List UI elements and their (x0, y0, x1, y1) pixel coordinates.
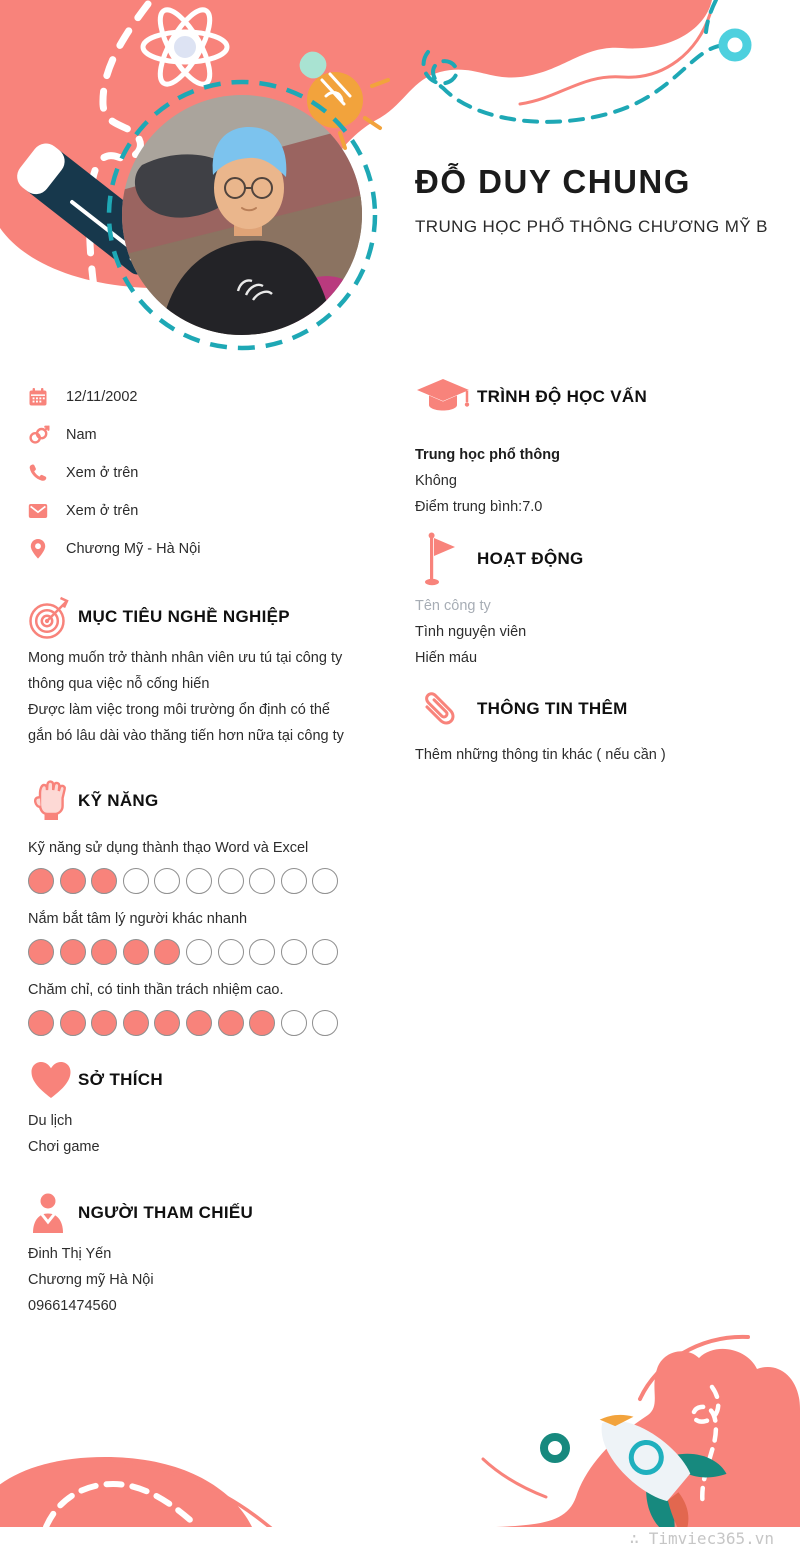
activity-company-placeholder: Tên công ty (415, 598, 491, 614)
watermark: ∴ Timviec365.vn (0, 1527, 800, 1557)
graduation-cap-icon (415, 376, 477, 418)
skill-dot (154, 868, 180, 894)
skill-dot (186, 939, 212, 965)
info-row-address (28, 530, 360, 568)
skill-dot (281, 868, 307, 894)
location-icon (28, 538, 50, 560)
candidate-subtitle: TRUNG HỌC PHỔ THÔNG CHƯƠNG MỸ B (415, 217, 768, 236)
address-value: Chương Mỹ - Hà Nội (66, 541, 201, 557)
skill-label: Chăm chỉ, có tinh thần trách nhiệm cao. (28, 982, 284, 998)
education-school: Trung học phổ thông (415, 447, 560, 463)
skill-level-dots (28, 1010, 360, 1036)
activity-section (415, 537, 790, 671)
skill-dot (312, 1010, 338, 1036)
donut-icon (723, 33, 747, 57)
flag-icon (415, 532, 477, 586)
skill-item (28, 908, 360, 965)
footer-decoration (0, 1327, 800, 1527)
skill-dot (28, 1010, 54, 1036)
hobbies-title: SỞ THÍCH (78, 1070, 163, 1089)
skill-item (28, 979, 360, 1036)
info-row-gender (28, 416, 360, 454)
header-name-block (415, 163, 795, 237)
skill-dot (60, 868, 86, 894)
skills-section (28, 779, 360, 1036)
heart-icon (28, 1059, 78, 1101)
skill-level-dots (28, 868, 360, 894)
birthday-value: 12/11/2002 (66, 389, 138, 405)
skill-level-dots (28, 939, 360, 965)
objective-title: MỤC TIÊU NGHỀ NGHIỆP (78, 607, 290, 626)
skill-dot (218, 868, 244, 894)
info-row-email (28, 492, 360, 530)
skill-dot (123, 1010, 149, 1036)
hobby-item: Du lịch (28, 1113, 73, 1129)
hobby-item: Chơi game (28, 1139, 100, 1155)
target-icon (28, 594, 78, 640)
email-value: Xem ở trên (66, 503, 139, 519)
gender-value: Nam (66, 427, 97, 443)
teal-donut-icon (544, 1437, 566, 1459)
objective-text-line: Mong muốn trở thành nhân viên ưu tú tại công ty thông qua việc nỗ cống hiến (28, 650, 343, 692)
portrait-illustration (122, 95, 362, 335)
skill-dot (123, 939, 149, 965)
skill-dot (60, 939, 86, 965)
activity-title: HOẠT ĐỘNG (477, 549, 584, 568)
person-icon (28, 1191, 78, 1235)
skill-dot (91, 1010, 117, 1036)
activity-item: Hiến máu (415, 650, 478, 666)
activity-item: Tình nguyện viên (415, 624, 527, 640)
gender-icon (28, 425, 50, 445)
skill-dot (218, 939, 244, 965)
hobbies-section (28, 1058, 360, 1160)
phone-value: Xem ở trên (66, 465, 139, 481)
paperclip-icon (415, 685, 477, 733)
info-row-birthday (28, 378, 360, 416)
more-info-title: THÔNG TIN THÊM (477, 699, 628, 718)
skill-label: Nắm bắt tâm lý người khác nhanh (28, 911, 248, 927)
skill-dot (186, 1010, 212, 1036)
skill-dot (28, 868, 54, 894)
skill-dot (154, 1010, 180, 1036)
more-info-section (415, 687, 790, 763)
right-arc-left (483, 1459, 546, 1497)
candidate-name: ĐỖ DUY CHUNG (415, 163, 691, 200)
skills-title: KỸ NĂNG (78, 791, 159, 810)
skill-dot (312, 868, 338, 894)
skill-dot (60, 1010, 86, 1036)
fist-icon (28, 778, 78, 824)
skill-dot (312, 939, 338, 965)
reference-section (28, 1191, 360, 1319)
skill-dot (91, 868, 117, 894)
more-info-text: Thêm những thông tin khác ( nếu cần ) (415, 747, 666, 763)
skill-dot (281, 1010, 307, 1036)
skill-label: Kỹ năng sử dụng thành thạo Word và Excel (28, 840, 309, 856)
info-row-phone (28, 454, 360, 492)
personal-info-section (28, 378, 360, 568)
skill-dot (249, 868, 275, 894)
skill-dot (154, 939, 180, 965)
skill-dot (281, 939, 307, 965)
skill-item (28, 837, 360, 894)
skill-dot (186, 868, 212, 894)
objective-text-line: Được làm việc trong môi trường ổn định có thể gắn bó lâu dài vào thăng tiến hơn nữa tại công ty (28, 702, 344, 744)
profile-photo (122, 95, 362, 335)
calendar-icon (28, 387, 50, 407)
objective-section (28, 595, 360, 749)
reference-phone: 09661474560 (28, 1298, 117, 1314)
reference-name: Đinh Thị Yến (28, 1246, 112, 1262)
skill-dot (28, 939, 54, 965)
reference-title: NGƯỜI THAM CHIẾU (78, 1203, 254, 1222)
education-major: Không (415, 473, 457, 489)
skill-dot (249, 939, 275, 965)
skill-dot (91, 939, 117, 965)
phone-icon (28, 463, 50, 483)
email-icon (28, 503, 50, 519)
skill-dot (249, 1010, 275, 1036)
skill-dot (218, 1010, 244, 1036)
education-gpa: Điểm trung bình:7.0 (415, 499, 543, 515)
education-section (415, 375, 790, 520)
education-title: TRÌNH ĐỘ HỌC VẤN (477, 387, 648, 406)
reference-address: Chương mỹ Hà Nội (28, 1272, 154, 1288)
skill-dot (123, 868, 149, 894)
